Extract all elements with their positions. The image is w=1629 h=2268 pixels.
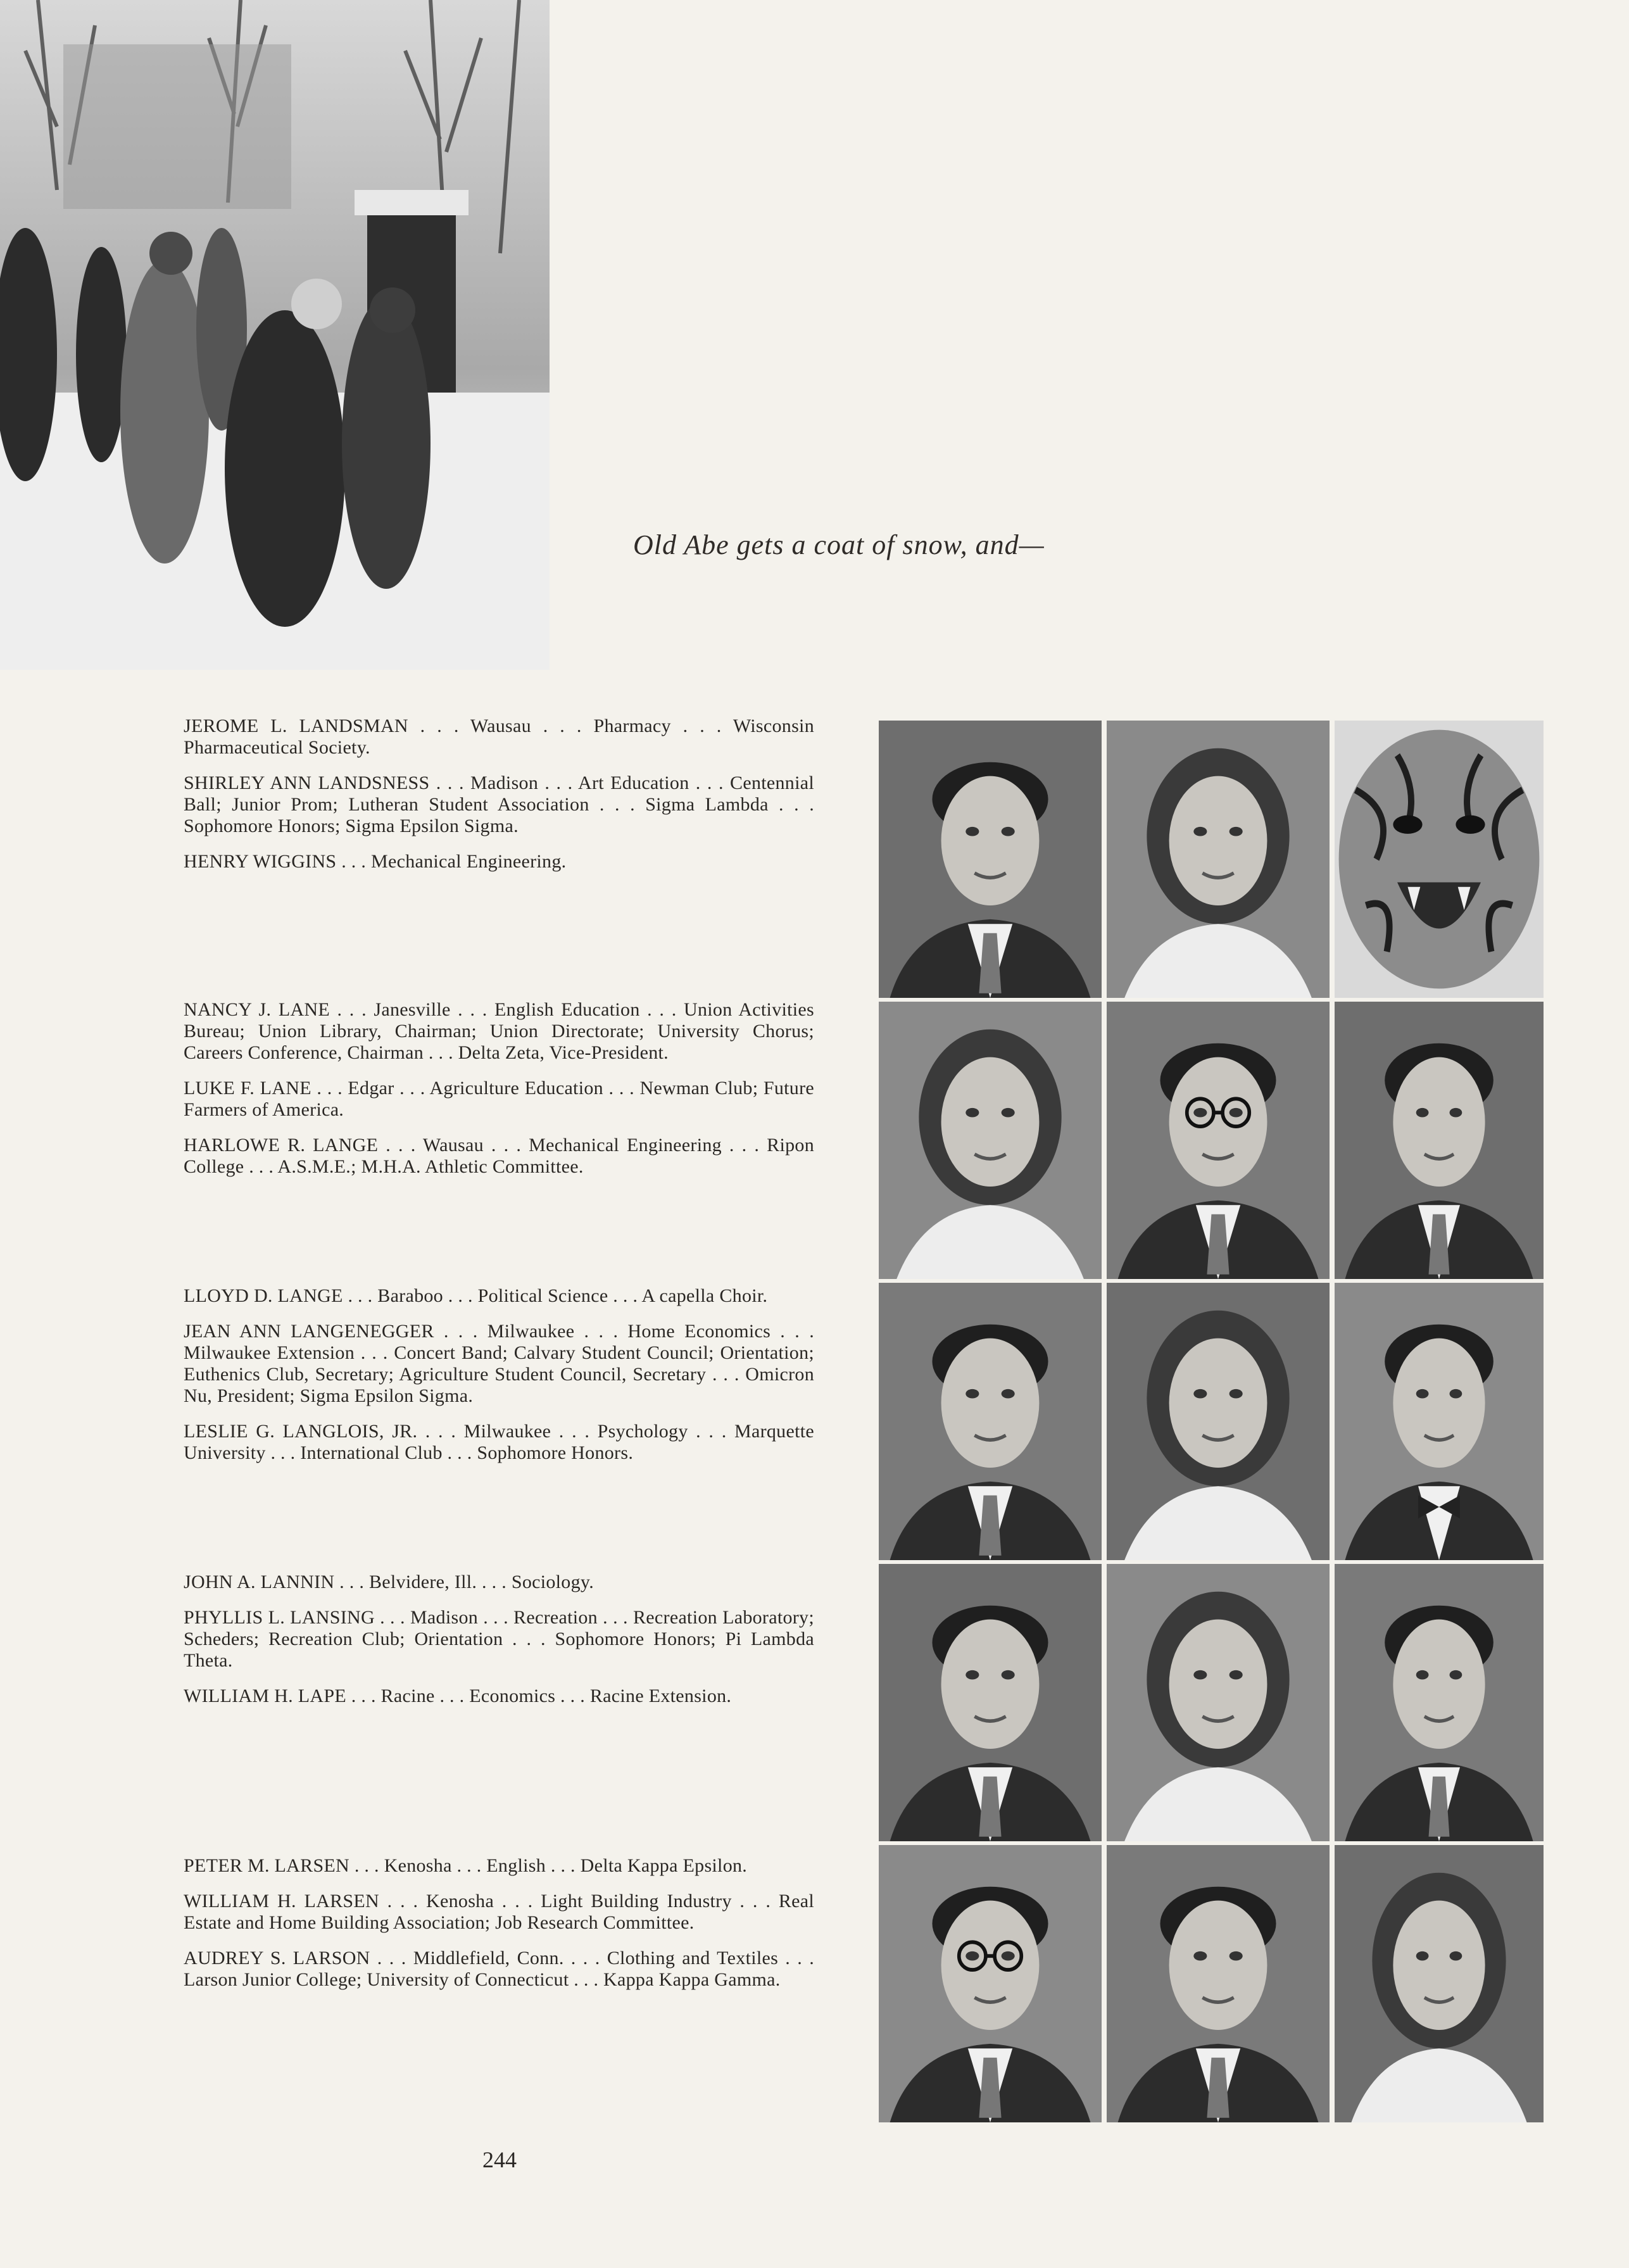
man-portrait bbox=[1107, 1845, 1330, 2122]
student-entry: WILLIAM H. LAPE . . . Racine . . . Economics . . . Racine Extension. bbox=[184, 1685, 732, 1706]
student-entry: JOHN A. LANNIN . . . Belvidere, Ill. . . . Sociology. bbox=[184, 1572, 594, 1592]
man-portrait bbox=[879, 1564, 1102, 1841]
student-entry: LLOYD D. LANGE . . . Baraboo . . . Political Science . . . A capella Choir. bbox=[184, 1285, 768, 1306]
student-entry: HENRY WIGGINS . . . Mechanical Engineering. bbox=[184, 851, 567, 872]
entry-group-5 bbox=[184, 1855, 814, 2005]
photo-caption: Old Abe gets a coat of snow, and— bbox=[633, 529, 1045, 560]
entry-group-4 bbox=[184, 1572, 814, 1721]
student-entry: HARLOWE R. LANGE . . . Wausau . . . Mechanical Engineering . . . Ripon College . . . A.S.M.E.; M.H.A. Athletic Committee. bbox=[184, 1135, 814, 1177]
man-portrait bbox=[1335, 1002, 1544, 1279]
woman-portrait bbox=[879, 1002, 1102, 1279]
woman-portrait bbox=[1107, 1283, 1330, 1560]
student-entry: WILLIAM H. LARSEN . . . Kenosha . . . Light Building Industry . . . Real Estate and Home Building Association; Job Research Committee. bbox=[184, 1891, 814, 1933]
student-entry: SHIRLEY ANN LANDSNESS . . . Madison . . . Art Education . . . Centennial Ball; Junior Prom; Lutheran Student Association . . . Sigma Lambda . . . Sophomore Honors; Sigma Epsilon Sigma. bbox=[184, 772, 814, 836]
entry-group-2 bbox=[184, 999, 814, 1192]
woman-portrait bbox=[1107, 721, 1330, 998]
entry-group-3 bbox=[184, 1285, 814, 1478]
student-entry: NANCY J. LANE . . . Janesville . . . English Education . . . Union Activities Bureau; Union Library, Chairman; Union Directorate; University Chorus; Careers Conference, Chairman . . . Delta Zeta, Vice-President. bbox=[184, 999, 814, 1063]
woman-portrait bbox=[1107, 1564, 1330, 1841]
snow-scene-photo bbox=[0, 0, 550, 670]
portrait-grid bbox=[879, 721, 1541, 2139]
man-portrait bbox=[879, 721, 1102, 998]
page-number: 244 bbox=[482, 2147, 517, 2172]
woman-portrait bbox=[1335, 1845, 1544, 2122]
student-entry: PHYLLIS L. LANSING . . . Madison . . . Recreation . . . Recreation Laboratory; Scheders; Recreation Club; Orientation . . . Sophomore Honors; Pi Lambda Theta. bbox=[184, 1607, 814, 1671]
student-entry: LUKE F. LANE . . . Edgar . . . Agriculture Education . . . Newman Club; Future Farmers of America. bbox=[184, 1078, 814, 1120]
student-entry: JEROME L. LANDSMAN . . . Wausau . . . Pharmacy . . . Wisconsin Pharmaceutical Society. bbox=[184, 715, 814, 758]
student-entry: JEAN ANN LANGENEGGER . . . Milwaukee . . . Home Economics . . . Milwaukee Extension . . . Concert Band; Calvary Student Council; Orientation; Euthenics Club, Secretary; Agriculture Student Council, Secretary . . . Omicron Nu, President; Sigma Epsilon Sigma. bbox=[184, 1321, 814, 1406]
student-entry: LESLIE G. LANGLOIS, JR. . . . Milwaukee . . . Psychology . . . Marquette University . . . International Club . . . Sophomore Honors. bbox=[184, 1421, 814, 1463]
man-glasses-portrait bbox=[879, 1845, 1102, 2122]
student-entry: AUDREY S. LARSON . . . Middlefield, Conn. . . . Clothing and Textiles . . . Larson Junior College; University of Connecticut . . . Kappa Kappa Gamma. bbox=[184, 1948, 814, 1990]
man-portrait bbox=[1335, 1564, 1544, 1841]
tiger-portrait bbox=[1335, 721, 1544, 998]
man-portrait bbox=[879, 1283, 1102, 1560]
man-bowtie-portrait bbox=[1335, 1283, 1544, 1560]
entry-group-1 bbox=[184, 715, 814, 886]
student-entry: PETER M. LARSEN . . . Kenosha . . . English . . . Delta Kappa Epsilon. bbox=[184, 1855, 748, 1876]
man-glasses-portrait bbox=[1107, 1002, 1330, 1279]
